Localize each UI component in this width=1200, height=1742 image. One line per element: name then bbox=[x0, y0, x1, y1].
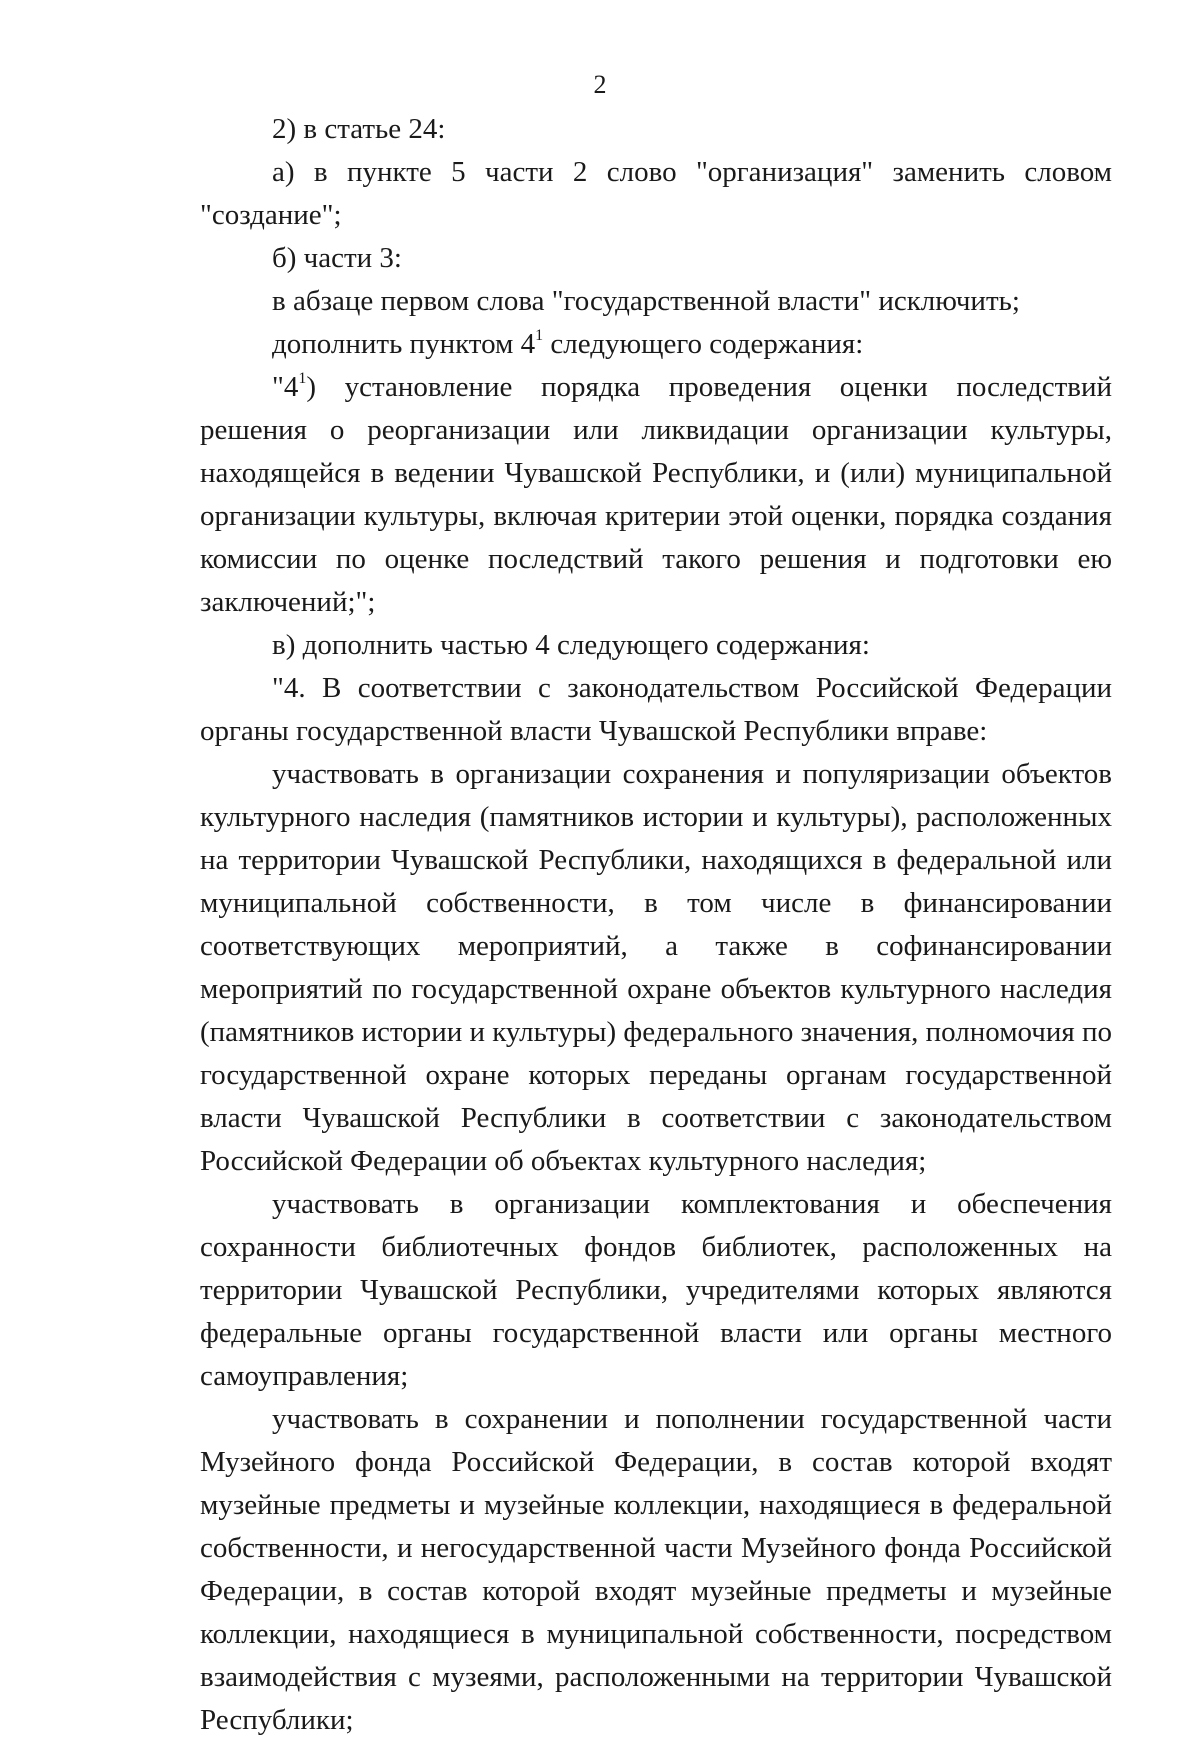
paragraph-museum-fund: участвовать в сохранении и пополнении государственной части Музейного фонда Российской Федерации, в состав которой входят музейные предметы и музейные коллекции, находящиеся в федеральной собственности, и негосударственной части Музейного фонда Российской Федерации, в состав которой входят музейные предметы и музейные коллекции, находящиеся в муниципальной собственности, посредством взаимодействия с музеями, расположенными на территории Чувашской Республики; bbox=[200, 1403, 1112, 1736]
superscript-index: 1 bbox=[535, 327, 544, 345]
paragraph-point-4-1 bbox=[200, 366, 1112, 624]
paragraph-text: "4 bbox=[272, 371, 299, 403]
page-number: 2 bbox=[593, 70, 607, 99]
paragraph-article-24: 2) в статье 24: bbox=[272, 113, 446, 145]
paragraph-text: дополнить пунктом 4 bbox=[272, 328, 536, 360]
paragraph-cultural-heritage: участвовать в организации сохранения и популяризации объектов культурного наследия (памятников истории и культуры), расположенных на территории Чувашской Республики, находящихся в федеральной или муниципальной собственности, в том числе в финансировании соответствующих мероприятий, а также в софинансировании мероприятий по государственной охране объектов культурного наследия (памятников истории и культуры) федерального значения, полномочия по государственной охране которых переданы органам государственной власти Чувашской Республики в соответствии с законодательством Российской Федерации об объектах культурного наследия; bbox=[200, 758, 1113, 1177]
paragraph-first-abzac: в абзаце первом слова "государственной власти" исключить; bbox=[272, 285, 1020, 317]
paragraph-text: ) установление порядка проведения оценки последствий решения о реорганизации или ликвидации организации культуры, находящейся в ведении Чувашской Республики, и (или) муниципальной организации культуры, включая критерии этой оценки, порядка создания комиссии по оценке последствий такого решения и подготовки ею заключений;"; bbox=[200, 371, 1112, 618]
paragraph-add-point bbox=[200, 323, 1112, 366]
paragraph-subitem-a: а) в пункте 5 части 2 слово "организация" заменить словом "создание"; bbox=[200, 156, 1112, 231]
paragraph-part-4: "4. В соответствии с законодательством Российской Федерации органы государственной власти Чувашской Республики вправе: bbox=[200, 672, 1112, 747]
document-body bbox=[200, 108, 1112, 1742]
paragraph-subitem-b: б) части 3: bbox=[272, 242, 402, 274]
superscript-index: 1 bbox=[298, 370, 307, 388]
paragraph-library-funds: участвовать в организации комплектования и обеспечения сохранности библиотечных фондов библиотек, расположенных на территории Чувашской Республики, учредителями которых являются федеральные органы государственной власти или органы местного самоуправления; bbox=[200, 1188, 1112, 1392]
paragraph-subitem-v: в) дополнить частью 4 следующего содержания: bbox=[272, 629, 870, 661]
paragraph-text: следующего содержания: bbox=[543, 328, 864, 360]
